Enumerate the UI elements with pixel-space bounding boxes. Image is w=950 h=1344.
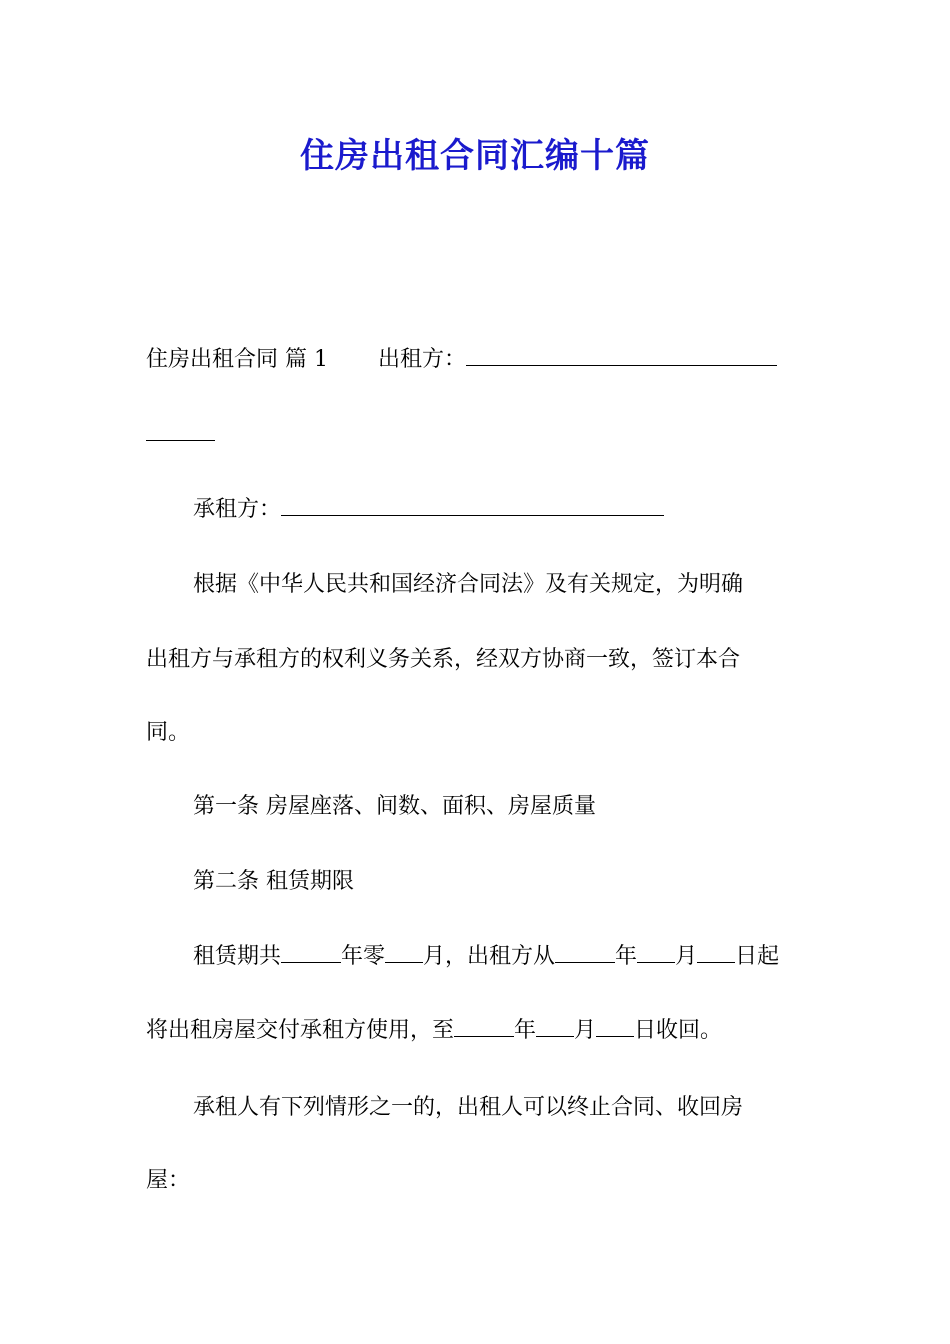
termination-line-2: 屋： [146, 1168, 191, 1193]
start-day-blank [697, 944, 735, 963]
end-year-blank [454, 1018, 514, 1037]
lessor-blank-continuation [146, 420, 215, 450]
term-text: 月 [675, 944, 698, 969]
end-day-blank [596, 1018, 634, 1037]
start-year-blank [555, 944, 615, 963]
intro-paragraph-line-1: 根据《中华人民共和国经济合同法》及有关规定，为明确 [193, 572, 744, 597]
lessor-blank [466, 347, 777, 366]
intro-paragraph-line-2: 出租方与承租方的权利义务关系，经双方协商一致，签订本合 [146, 647, 741, 672]
lessor-blank-2 [146, 422, 215, 441]
term-text: 日收回。 [634, 1018, 723, 1043]
lessor-label: 出租方： [377, 347, 466, 372]
start-month-blank [637, 944, 675, 963]
article-2: 第二条 租赁期限 [193, 869, 354, 894]
term-text: 将出租房屋交付承租方使用，至 [146, 1018, 455, 1043]
term-text: 月，出租方从 [423, 944, 556, 969]
term-line-1 [193, 942, 779, 972]
termination-line-1: 承租人有下列情形之一的，出租人可以终止合同、收回房 [193, 1095, 744, 1120]
lessee-line [193, 495, 664, 525]
document-title: 住房出租合同汇编十篇 [300, 136, 650, 176]
term-text: 年零 [341, 944, 386, 969]
heading-line [146, 345, 777, 375]
article-1: 第一条 房屋座落、间数、面积、房屋质量 [193, 794, 596, 819]
lessee-label: 承租方： [193, 497, 282, 522]
months-blank [385, 944, 423, 963]
term-text: 年 [615, 944, 638, 969]
term-text: 日起 [735, 944, 780, 969]
term-text: 租赁期共 [193, 944, 282, 969]
years-blank [281, 944, 341, 963]
end-month-blank [536, 1018, 574, 1037]
contract-heading: 住房出租合同 篇 1 [146, 347, 328, 372]
intro-paragraph-line-3: 同。 [146, 720, 191, 745]
term-text: 年 [514, 1018, 537, 1043]
lessee-blank [281, 497, 664, 516]
term-line-2 [146, 1016, 722, 1046]
term-text: 月 [574, 1018, 597, 1043]
